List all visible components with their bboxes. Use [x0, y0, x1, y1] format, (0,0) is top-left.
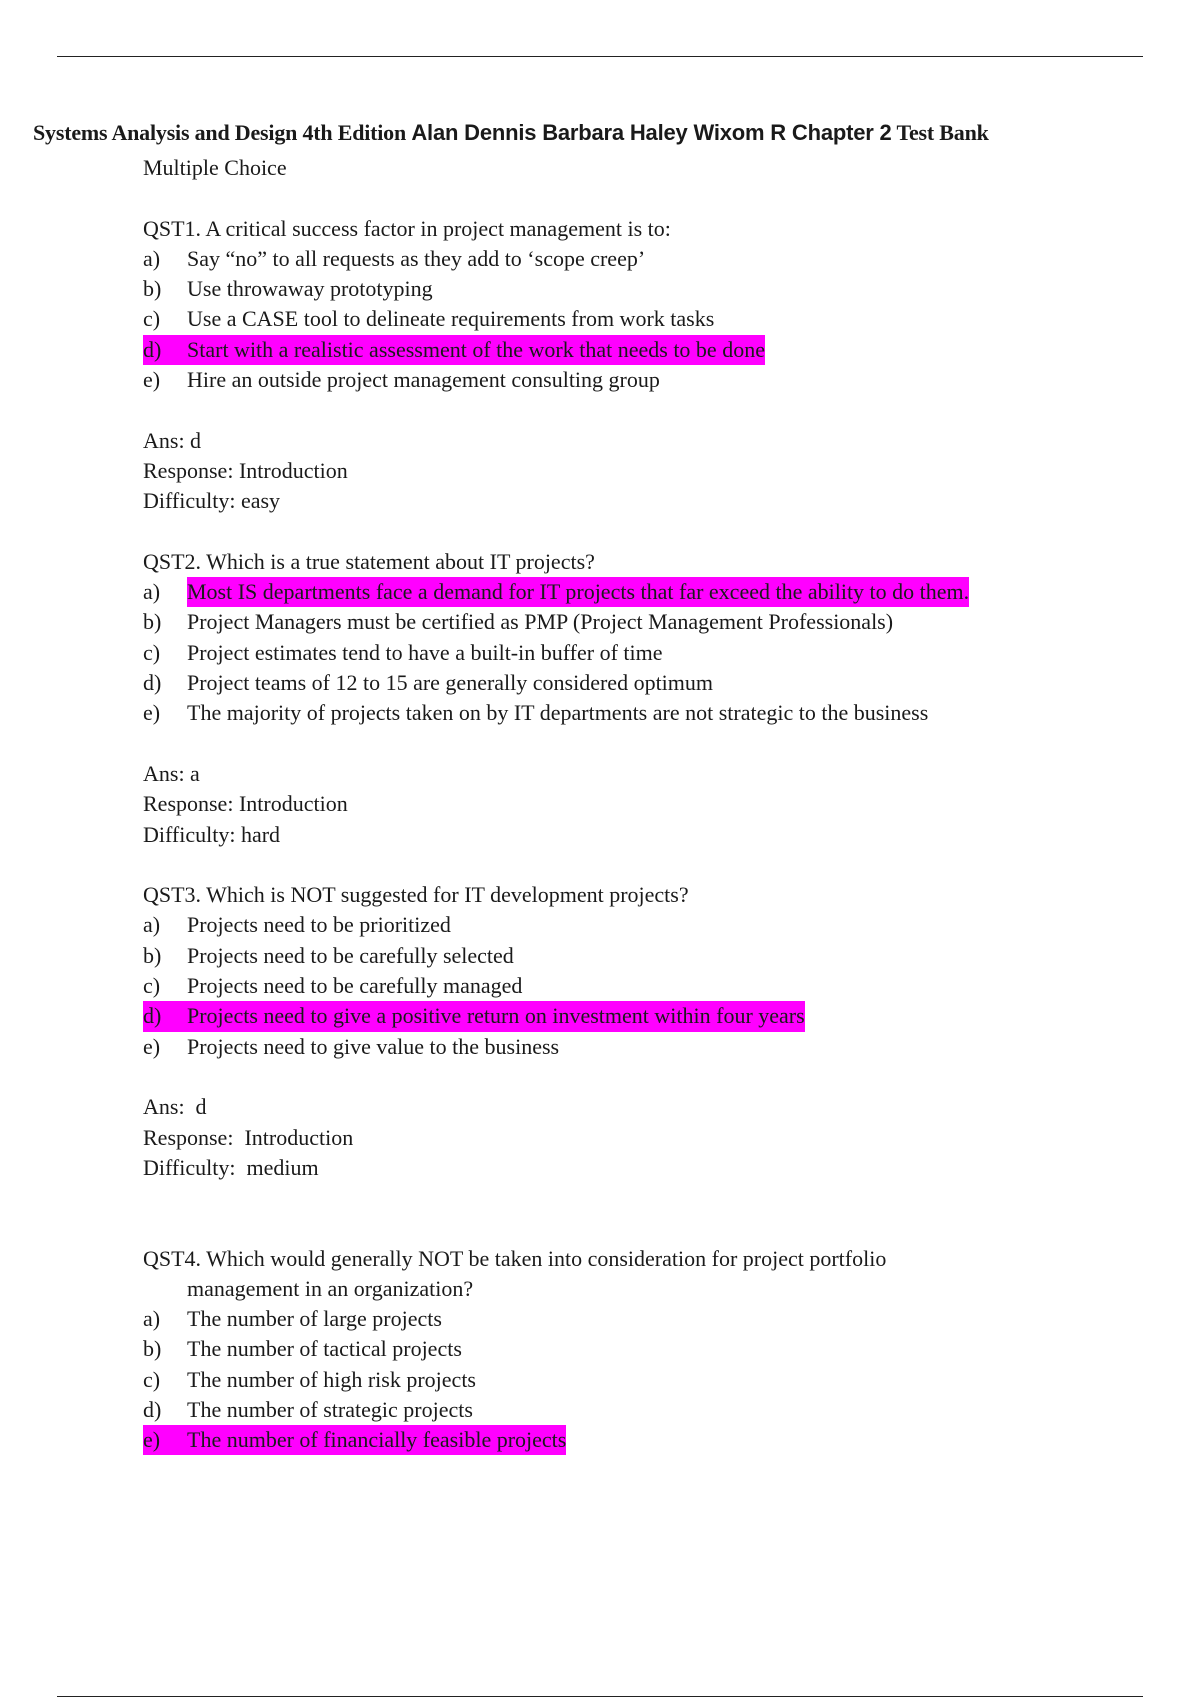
question-3 — [143, 880, 1143, 1183]
option-text: Projects need to be carefully managed — [187, 973, 523, 999]
option-a-highlighted-answer — [143, 577, 1143, 607]
option-text: Projects need to be carefully selected — [187, 942, 514, 968]
option-letter: d) — [143, 335, 187, 365]
option-text: The number of financially feasible projects — [187, 1425, 566, 1455]
option-e-highlighted-answer — [143, 1425, 566, 1455]
option-letter: a) — [143, 912, 161, 938]
question-stem: QST4. Which would generally NOT be taken into consideration for project portfolio — [143, 1245, 887, 1271]
option-a — [143, 244, 1143, 274]
difficulty-line: Difficulty: easy — [143, 488, 281, 514]
option-letter: c) — [143, 639, 161, 665]
option-letter: e) — [143, 700, 161, 726]
option-c — [143, 1365, 1143, 1395]
option-e — [143, 1032, 1143, 1062]
option-letter: c) — [143, 1366, 161, 1392]
bottom-rule — [57, 1696, 1143, 1697]
option-letter: b) — [143, 609, 162, 635]
option-letter: d) — [143, 1396, 162, 1422]
title-sans-part: Alan Dennis Barbara Haley Wixom R Chapter 2 — [411, 120, 892, 145]
option-letter: c) — [143, 306, 161, 332]
option-text: Say “no” to all requests as they add to ‘scope creep’ — [187, 245, 646, 271]
response-line: Response: Introduction — [143, 791, 348, 817]
option-b — [143, 607, 1143, 637]
difficulty-line: Difficulty: medium — [143, 1154, 319, 1180]
question-2 — [143, 547, 1143, 850]
answer-line: Ans: d — [143, 1094, 207, 1120]
question-stem: QST1. A critical success factor in project management is to: — [143, 215, 671, 241]
question-stem-continued: management in an organization? — [187, 1275, 474, 1301]
option-text: Projects need to give value to the business — [187, 1033, 560, 1059]
option-e — [143, 698, 1143, 728]
option-text: Use throwaway prototyping — [187, 276, 433, 302]
option-letter: e) — [143, 367, 161, 393]
option-text: Use a CASE tool to delineate requirements from work tasks — [187, 306, 715, 332]
option-text: The majority of projects taken on by IT departments are not strategic to the business — [187, 700, 929, 726]
top-rule — [57, 56, 1143, 57]
option-letter: e) — [143, 1425, 187, 1455]
option-text: Project teams of 12 to 15 are generally considered optimum — [187, 670, 714, 696]
option-b — [143, 274, 1143, 304]
response-line: Response: Introduction — [143, 1124, 354, 1150]
option-text: The number of high risk projects — [187, 1366, 476, 1392]
document-body — [143, 153, 1143, 1455]
option-c — [143, 304, 1143, 334]
option-d — [143, 668, 1143, 698]
option-text: Project estimates tend to have a built-in buffer of time — [187, 639, 663, 665]
option-text: Hire an outside project management consulting group — [187, 367, 660, 393]
question-stem: QST2. Which is a true statement about IT projects? — [143, 548, 595, 574]
difficulty-line: Difficulty: hard — [143, 821, 281, 847]
option-letter: a) — [143, 245, 161, 271]
question-1 — [143, 214, 1143, 517]
option-d-highlighted-answer — [143, 335, 765, 365]
title-serif-part1: Systems Analysis and Design 4th Edition — [33, 120, 407, 145]
option-e — [143, 365, 1143, 395]
answer-line: Ans: a — [143, 760, 200, 786]
option-text: The number of large projects — [187, 1305, 442, 1331]
option-text: Projects need to be prioritized — [187, 912, 451, 938]
option-d-highlighted-answer — [143, 1001, 805, 1031]
section-heading: Multiple Choice — [143, 155, 287, 180]
option-letter: e) — [143, 1033, 161, 1059]
option-text: Start with a realistic assessment of the work that needs to be done — [187, 335, 765, 365]
option-letter: d) — [143, 1001, 187, 1031]
option-letter: c) — [143, 973, 161, 999]
option-text: Most IS departments face a demand for IT projects that far exceed the ability to do them. — [187, 577, 969, 607]
option-c — [143, 638, 1143, 668]
option-letter: a) — [143, 1305, 161, 1331]
document-title — [33, 120, 989, 146]
option-text: Projects need to give a positive return on investment within four years — [187, 1001, 805, 1031]
title-serif-part2: Test Bank — [896, 120, 989, 145]
option-text: The number of strategic projects — [187, 1396, 473, 1422]
answer-line: Ans: d — [143, 427, 202, 453]
option-letter: b) — [143, 276, 162, 302]
option-a — [143, 1304, 1143, 1334]
option-c — [143, 971, 1143, 1001]
option-d — [143, 1395, 1143, 1425]
option-a — [143, 910, 1143, 940]
option-text: The number of tactical projects — [187, 1336, 462, 1362]
option-letter: a) — [143, 579, 161, 605]
option-letter: b) — [143, 942, 162, 968]
option-letter: d) — [143, 670, 162, 696]
option-b — [143, 1334, 1143, 1364]
option-text: Project Managers must be certified as PMP (Project Management Professionals) — [187, 609, 894, 635]
option-b — [143, 941, 1143, 971]
question-4 — [143, 1244, 1143, 1456]
question-stem: QST3. Which is NOT suggested for IT development projects? — [143, 882, 689, 908]
response-line: Response: Introduction — [143, 457, 348, 483]
option-letter: b) — [143, 1336, 162, 1362]
